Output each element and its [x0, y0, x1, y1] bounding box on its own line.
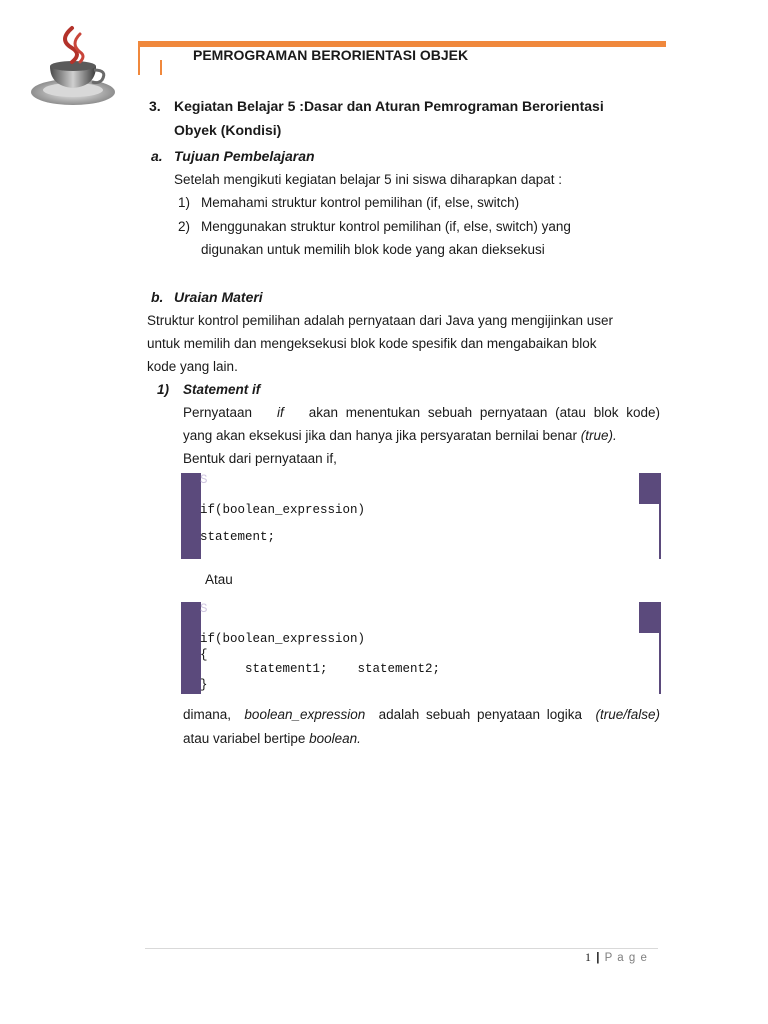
d2-keyword: boolean. — [309, 731, 361, 746]
code-block-1-right-line — [659, 504, 661, 559]
header-bar-left-mark-2 — [160, 60, 162, 75]
header-bar-left-mark — [138, 47, 140, 75]
code-block-2-line2: { — [200, 648, 208, 662]
d1-mid: adalah sebuah penyataan logika — [378, 707, 583, 722]
p1-keyword: if — [277, 405, 284, 420]
section-title-line1: Kegiatan Belajar 5 :Dasar dan Aturan Pemrograman Berorientasi — [174, 98, 604, 114]
tujuan-item-1-text: Memahami struktur kontrol pemilihan (if, else, switch) — [201, 195, 520, 210]
tujuan-item-2-num: 2) — [178, 219, 191, 234]
footer-separator: | — [596, 952, 600, 964]
code-block-2-right-tab — [639, 602, 661, 633]
d1-keyword: boolean_expression — [244, 707, 366, 722]
code-block-1-left-bar — [181, 473, 201, 559]
java-coffee-cup-icon — [28, 20, 118, 108]
uraian-para-line3: kode yang lain. — [147, 359, 238, 374]
footer-page-label: P a g e — [604, 952, 648, 964]
p1-pre: Pernyataan — [183, 405, 253, 420]
code-block-1-line2: statement; — [200, 530, 276, 544]
footer-page-number: 1 — [585, 950, 591, 964]
tujuan-item-2-text: Menggunakan struktur kontrol pemilihan (if, else, switch) yang — [201, 219, 571, 234]
code-block-2-line3: statement1; statement2; — [200, 662, 441, 676]
code-block-1-line1: if(boolean_expression) — [200, 503, 366, 517]
statement-if-heading: Statement if — [183, 382, 261, 397]
statement-if-para-line1 — [183, 401, 660, 425]
dimana-line2 — [183, 727, 361, 751]
tujuan-item-2-text-cont: digunakan untuk memilih blok kode yang akan dieksekusi — [201, 242, 545, 257]
dimana-line1 — [183, 703, 660, 727]
tujuan-heading: Tujuan Pembelajaran — [174, 148, 315, 164]
uraian-heading: Uraian Materi — [174, 289, 263, 305]
code-block-1-tab-label: S — [200, 473, 208, 487]
code-block-1-right-tab — [639, 473, 661, 504]
d1-pre: dimana, — [183, 707, 232, 722]
section-title-line2: Obyek (Kondisi) — [174, 122, 282, 138]
code-block-2-right-line — [659, 633, 661, 694]
p2-pre: yang akan eksekusi jika dan hanya jika persyaratan bernilai benar — [183, 428, 577, 443]
tujuan-intro: Setelah mengikuti kegiatan belajar 5 ini siswa diharapkan dapat : — [174, 172, 562, 187]
d2-pre: atau variabel bertipe — [183, 731, 306, 746]
footer-rule — [145, 948, 658, 949]
statement-if-para-line3: Bentuk dari pernyataan if, — [183, 451, 337, 466]
tujuan-marker: a. — [151, 148, 163, 164]
footer-page — [585, 950, 648, 965]
section-number: 3. — [149, 98, 161, 114]
p2-keyword: (true). — [580, 428, 617, 443]
statement-if-para-line2 — [183, 424, 617, 448]
p1-post: akan menentukan sebuah pernyataan (atau blok kode) — [308, 405, 660, 420]
uraian-para-line1: Struktur kontrol pemilihan adalah pernyataan dari Java yang mengijinkan user — [147, 313, 614, 328]
code-block-2-line1: if(boolean_expression) — [200, 632, 366, 646]
statement-if-num: 1) — [157, 382, 170, 397]
code-block-1 — [181, 473, 661, 559]
code-block-2-line4: } — [200, 678, 208, 692]
code-block-2-left-bar — [181, 602, 201, 694]
atau-label: Atau — [205, 572, 233, 587]
code-block-2-tab-label: S — [200, 602, 208, 616]
uraian-marker: b. — [151, 289, 164, 305]
d1-keyword-2: (true/false) — [595, 707, 660, 722]
code-block-2 — [181, 602, 661, 694]
header-title: PEMROGRAMAN BERORIENTASI OBJEK — [193, 47, 469, 63]
tujuan-item-1-num: 1) — [178, 195, 191, 210]
uraian-para-line2: untuk memilih dan mengeksekusi blok kode spesifik dan mengabaikan blok — [147, 336, 597, 351]
java-logo — [28, 20, 118, 108]
